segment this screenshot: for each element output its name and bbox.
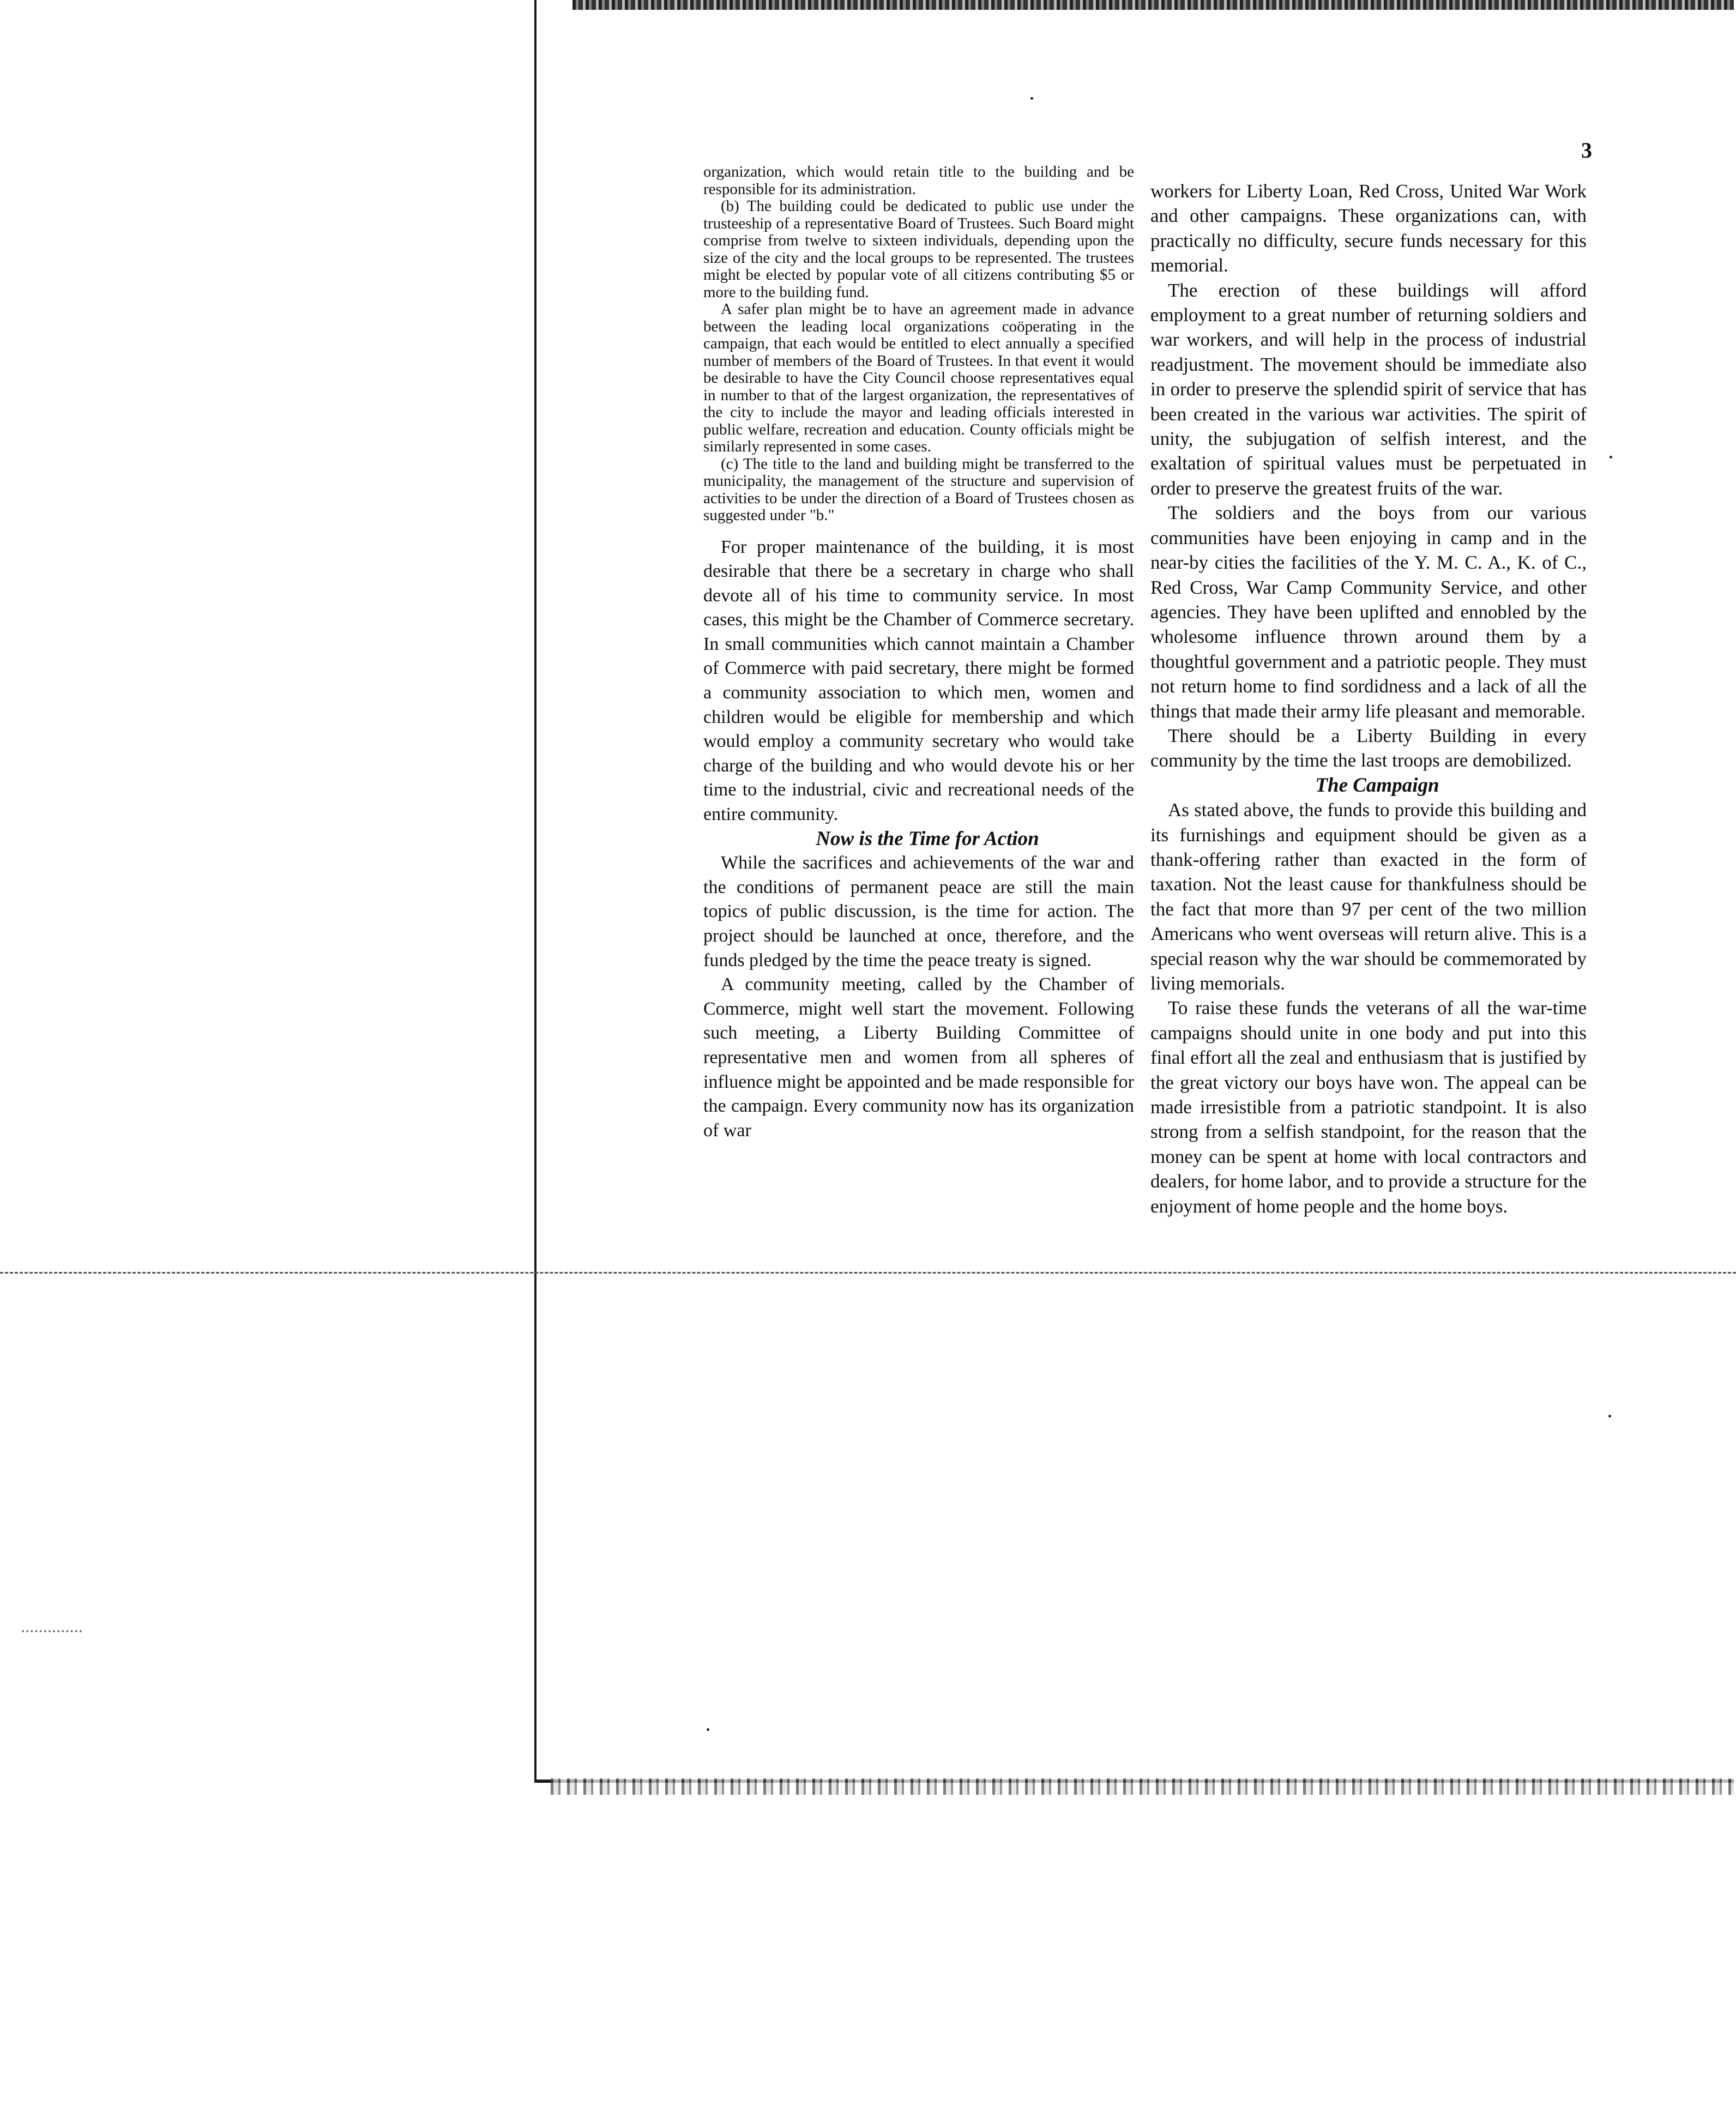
scan-speck <box>1030 97 1033 100</box>
page-number: 3 <box>1581 138 1592 162</box>
paragraph: To raise these funds the veterans of all the war-time campaigns should unite in one body and put into this final effort all the zeal and enthusiasm that is justified by the great victory our boys have won. The appeal can be made irresistible from a patriotic standpoint. It is also strong from a selfish standpoint, for the reason that the money can be spent at home with local contractors and dealers, for home labor, and to provide a structure for the enjoyment of home people and the home boys. <box>1150 997 1587 1217</box>
paragraph: For proper maintenance of the building, it is most desirable that there be a secretary in charge who shall devote all of his time to community service. In most cases, this might be the Chamber of Commerce secretary. In small communities which cannot maintain a Chamber of Commerce with paid secretary, there might be formed a community association to which men, women and children would be eligible for membership and which would employ a community secretary who would take charge of the building and who would devote his or her time to the industrial, civic and recreational needs of the entire community. <box>703 536 1134 825</box>
section-heading: Now is the Time for Action <box>816 827 1039 850</box>
paragraph: (b) The building could be dedicated to public use under the trusteeship of a representative Board of Trustees. Such Board might comprise from twelve to sixteen individuals, depending upon the size of the city and the local groups to be represented. The trustees might be elected by popular vote of all citizens contributing $5 or more to the building fund. <box>703 197 1134 301</box>
margin-scan-marks <box>22 1630 82 1636</box>
paragraph: The erection of these buildings will afford employment to a great number of returning soldiers and war workers, and will help in the process of industrial readjustment. The movement should be immediate also in order to preserve the splendid spirit of service that has been created in the various war activities. The spirit of unity, the subjugation of selfish interest, and the exaltation of spiritual values must be perpetuated in order to preserve the greatest fruits of the war. <box>1150 279 1587 499</box>
left-text-column <box>703 164 1134 1143</box>
section-heading: The Campaign <box>1315 774 1439 797</box>
scan-speck <box>1608 1415 1611 1418</box>
page-bottom-scan-edge <box>551 1778 1734 1795</box>
paragraph: As stated above, the funds to provide this building and its furnishings and equipment should be given as a thank-offering rather than exacted in the form of taxation. Not the least cause for thankfulness should be the fact that more than 97 per cent of the two million Americans who went overseas will return alive. This is a special reason why the war should be commemorated by living memorials. <box>1150 799 1587 994</box>
page-top-scan-edge <box>572 0 1734 10</box>
scan-speck <box>707 1728 709 1731</box>
paragraph: There should be a Liberty Building in every community by the time the last troops are demobilized. <box>1150 725 1587 771</box>
paragraph: organization, which would retain title to the building and be responsible for its administration. <box>703 163 1134 198</box>
paragraph: While the sacrifices and achievements of the war and the conditions of permanent peace are still the main topics of public discussion, is the time for action. The project should be launched at once, therefore, and the funds pledged by the time the peace treaty is signed. <box>703 853 1134 970</box>
paragraph: A safer plan might be to have an agreement made in advance between the leading local organizations coöperating in the campaign, that each would be entitled to elect annually a specified number of members of the Board of Trustees. In that event it would be desirable to have the City Council choose representatives equal in number to that of the largest organization, the representatives of the city to include the mayor and leading officials interested in public welfare, recreation and education. County officials might be similarly represented in some cases. <box>703 300 1134 455</box>
paragraph: workers for Liberty Loan, Red Cross, United War Work and other campaigns. These organizations can, with practically no difficulty, secure funds necessary for this memorial. <box>1150 180 1587 276</box>
scan-speck <box>1610 456 1612 459</box>
fold-line <box>0 1272 1736 1274</box>
paragraph: A community meeting, called by the Chamber of Commerce, might well start the movement. Following such meeting, a Liberty Building Committee of representative men and women from all spheres of influence might be appointed and be made responsible for the campaign. Every community now has its organization of war <box>703 974 1134 1141</box>
paragraph: The soldiers and the boys from our various communities have been enjoying in camp and in the near-by cities the facilities of the Y. M. C. A., K. of C., Red Cross, War Camp Community Service, and other agencies. They have been uplifted and ennobled by the wholesome influence thrown around them by a thoughtful government and a patriotic people. They must not return home to find sordidness and a lack of all the things that made their army life pleasant and memorable. <box>1150 502 1587 722</box>
paragraph: (c) The title to the land and building might be transferred to the municipality, the management of the structure and supervision of activities to be under the direction of a Board of Trustees chosen as suggested under "b." <box>703 455 1134 524</box>
right-text-column <box>1150 179 1587 1219</box>
